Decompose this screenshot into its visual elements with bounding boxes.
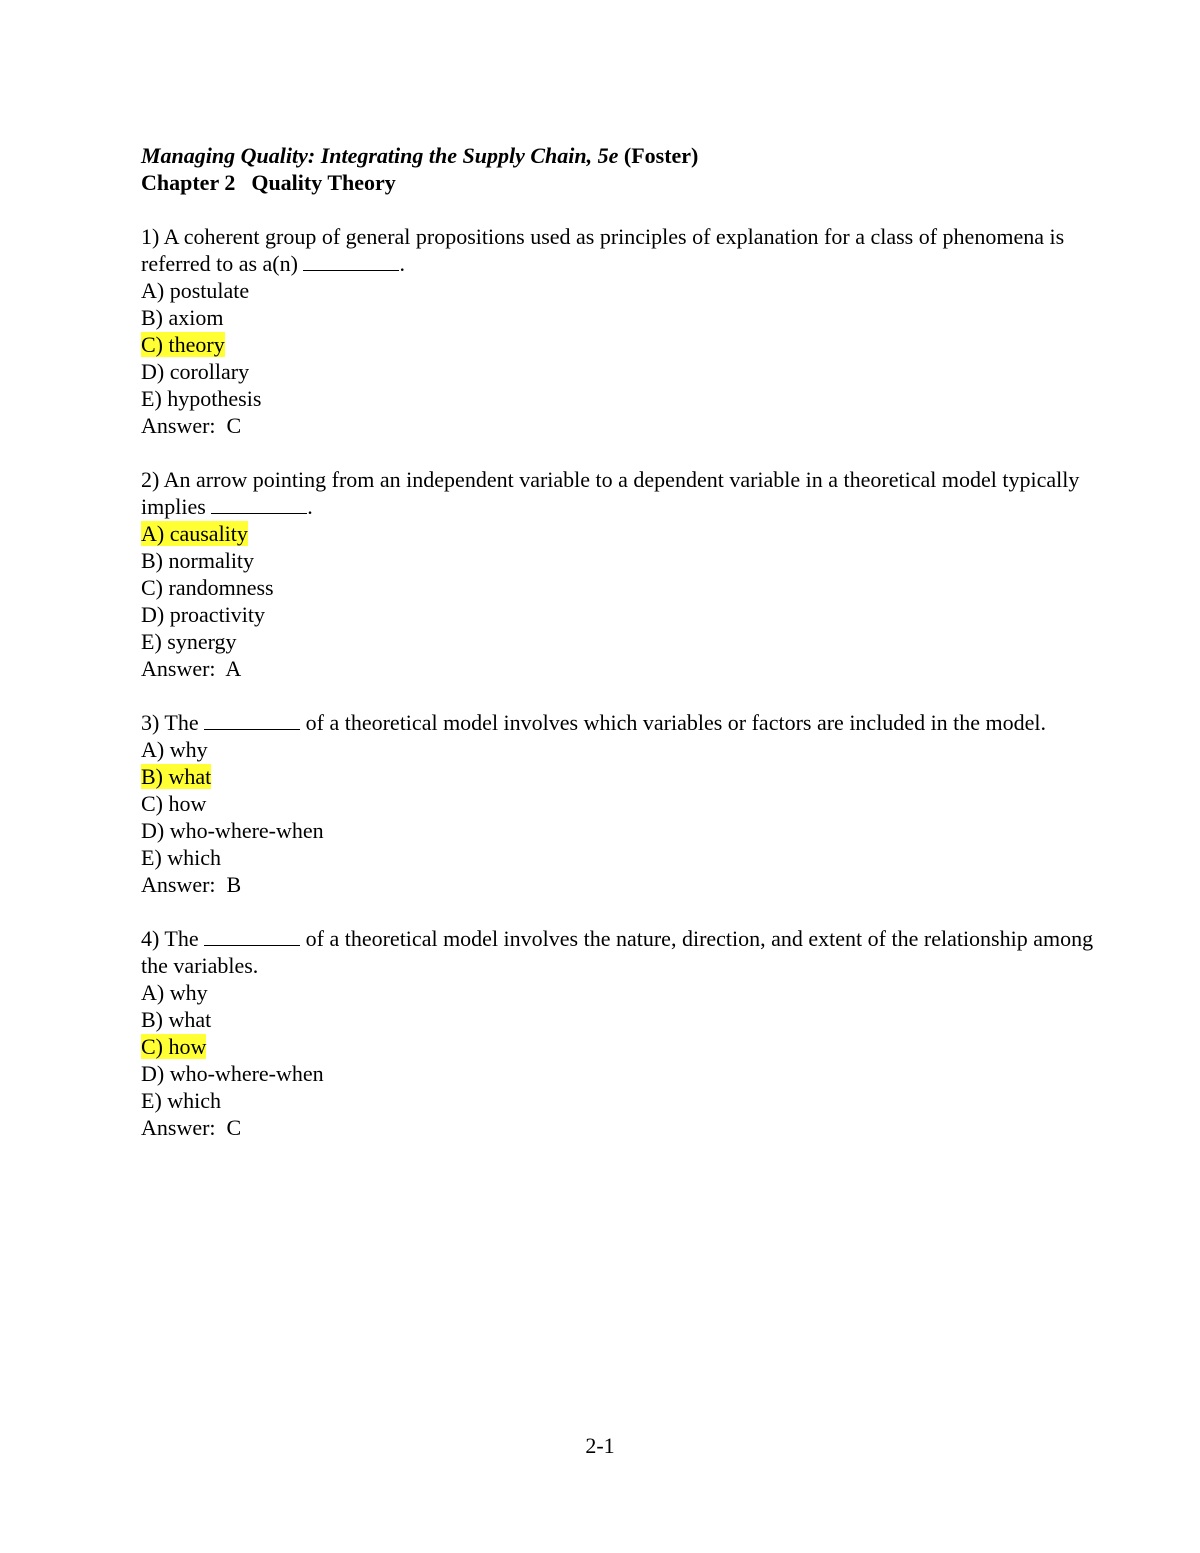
answer-option: E) which: [141, 845, 222, 870]
answer-option: D) who-where-when: [141, 1061, 324, 1086]
highlight-mark: C) how: [141, 1034, 207, 1059]
chapter-title: Quality Theory: [251, 170, 396, 195]
answer-option: D) proactivity: [141, 602, 266, 627]
fill-blank: [211, 495, 307, 514]
answer-option-correct: [141, 520, 1101, 547]
answer-option: E) synergy: [141, 629, 237, 654]
answer-option: B) axiom: [141, 305, 224, 330]
answer-option: D) corollary: [141, 359, 250, 384]
answer-option: A) postulate: [141, 278, 250, 303]
highlight-mark: C) theory: [141, 332, 225, 357]
answer-key: Answer: C: [141, 413, 242, 438]
answer-option: E) which: [141, 1088, 222, 1113]
fill-blank: [204, 711, 300, 730]
answer-option: E) hypothesis: [141, 386, 262, 411]
question-stem: 2) An arrow pointing from an independent variable to a dependent variable in a theoretical model typically implies .: [141, 467, 1080, 519]
page-number: 2-1: [585, 1433, 615, 1458]
answer-option: D) who-where-when: [141, 818, 324, 843]
answer-option: B) what: [141, 1007, 212, 1032]
question-1: [141, 223, 1101, 439]
fill-blank: [204, 927, 300, 946]
document-content: [141, 142, 1101, 1168]
book-author: (Foster): [623, 143, 699, 168]
answer-option: A) why: [141, 980, 208, 1005]
question-stem: 3) The of a theoretical model involves which variables or factors are included in the model.: [141, 710, 1047, 735]
chapter-heading: [141, 169, 1101, 196]
answer-option: A) why: [141, 737, 208, 762]
question-stem: 4) The of a theoretical model involves the nature, direction, and extent of the relationship among the variables.: [141, 926, 1094, 978]
answer-key: Answer: A: [141, 656, 242, 681]
book-title: Managing Quality: Integrating the Supply Chain, 5e: [141, 143, 619, 168]
answer-option: C) how: [141, 791, 207, 816]
answer-option: C) randomness: [141, 575, 274, 600]
fill-blank: [303, 252, 399, 271]
answer-option-correct: [141, 331, 1101, 358]
highlight-mark: A) causality: [141, 521, 248, 546]
question-2: [141, 466, 1101, 682]
answer-key: Answer: B: [141, 872, 242, 897]
question-3: [141, 709, 1101, 898]
question-stem: 1) A coherent group of general propositions used as principles of explanation for a class of phenomena is referred to as a(n) .: [141, 224, 1065, 276]
chapter-number: Chapter 2: [141, 170, 236, 195]
answer-option: B) normality: [141, 548, 255, 573]
question-4: [141, 925, 1101, 1141]
answer-key: Answer: C: [141, 1115, 242, 1140]
document-title: [141, 142, 1101, 169]
answer-option-correct: [141, 1033, 1101, 1060]
highlight-mark: B) what: [141, 764, 212, 789]
answer-option-correct: [141, 763, 1101, 790]
